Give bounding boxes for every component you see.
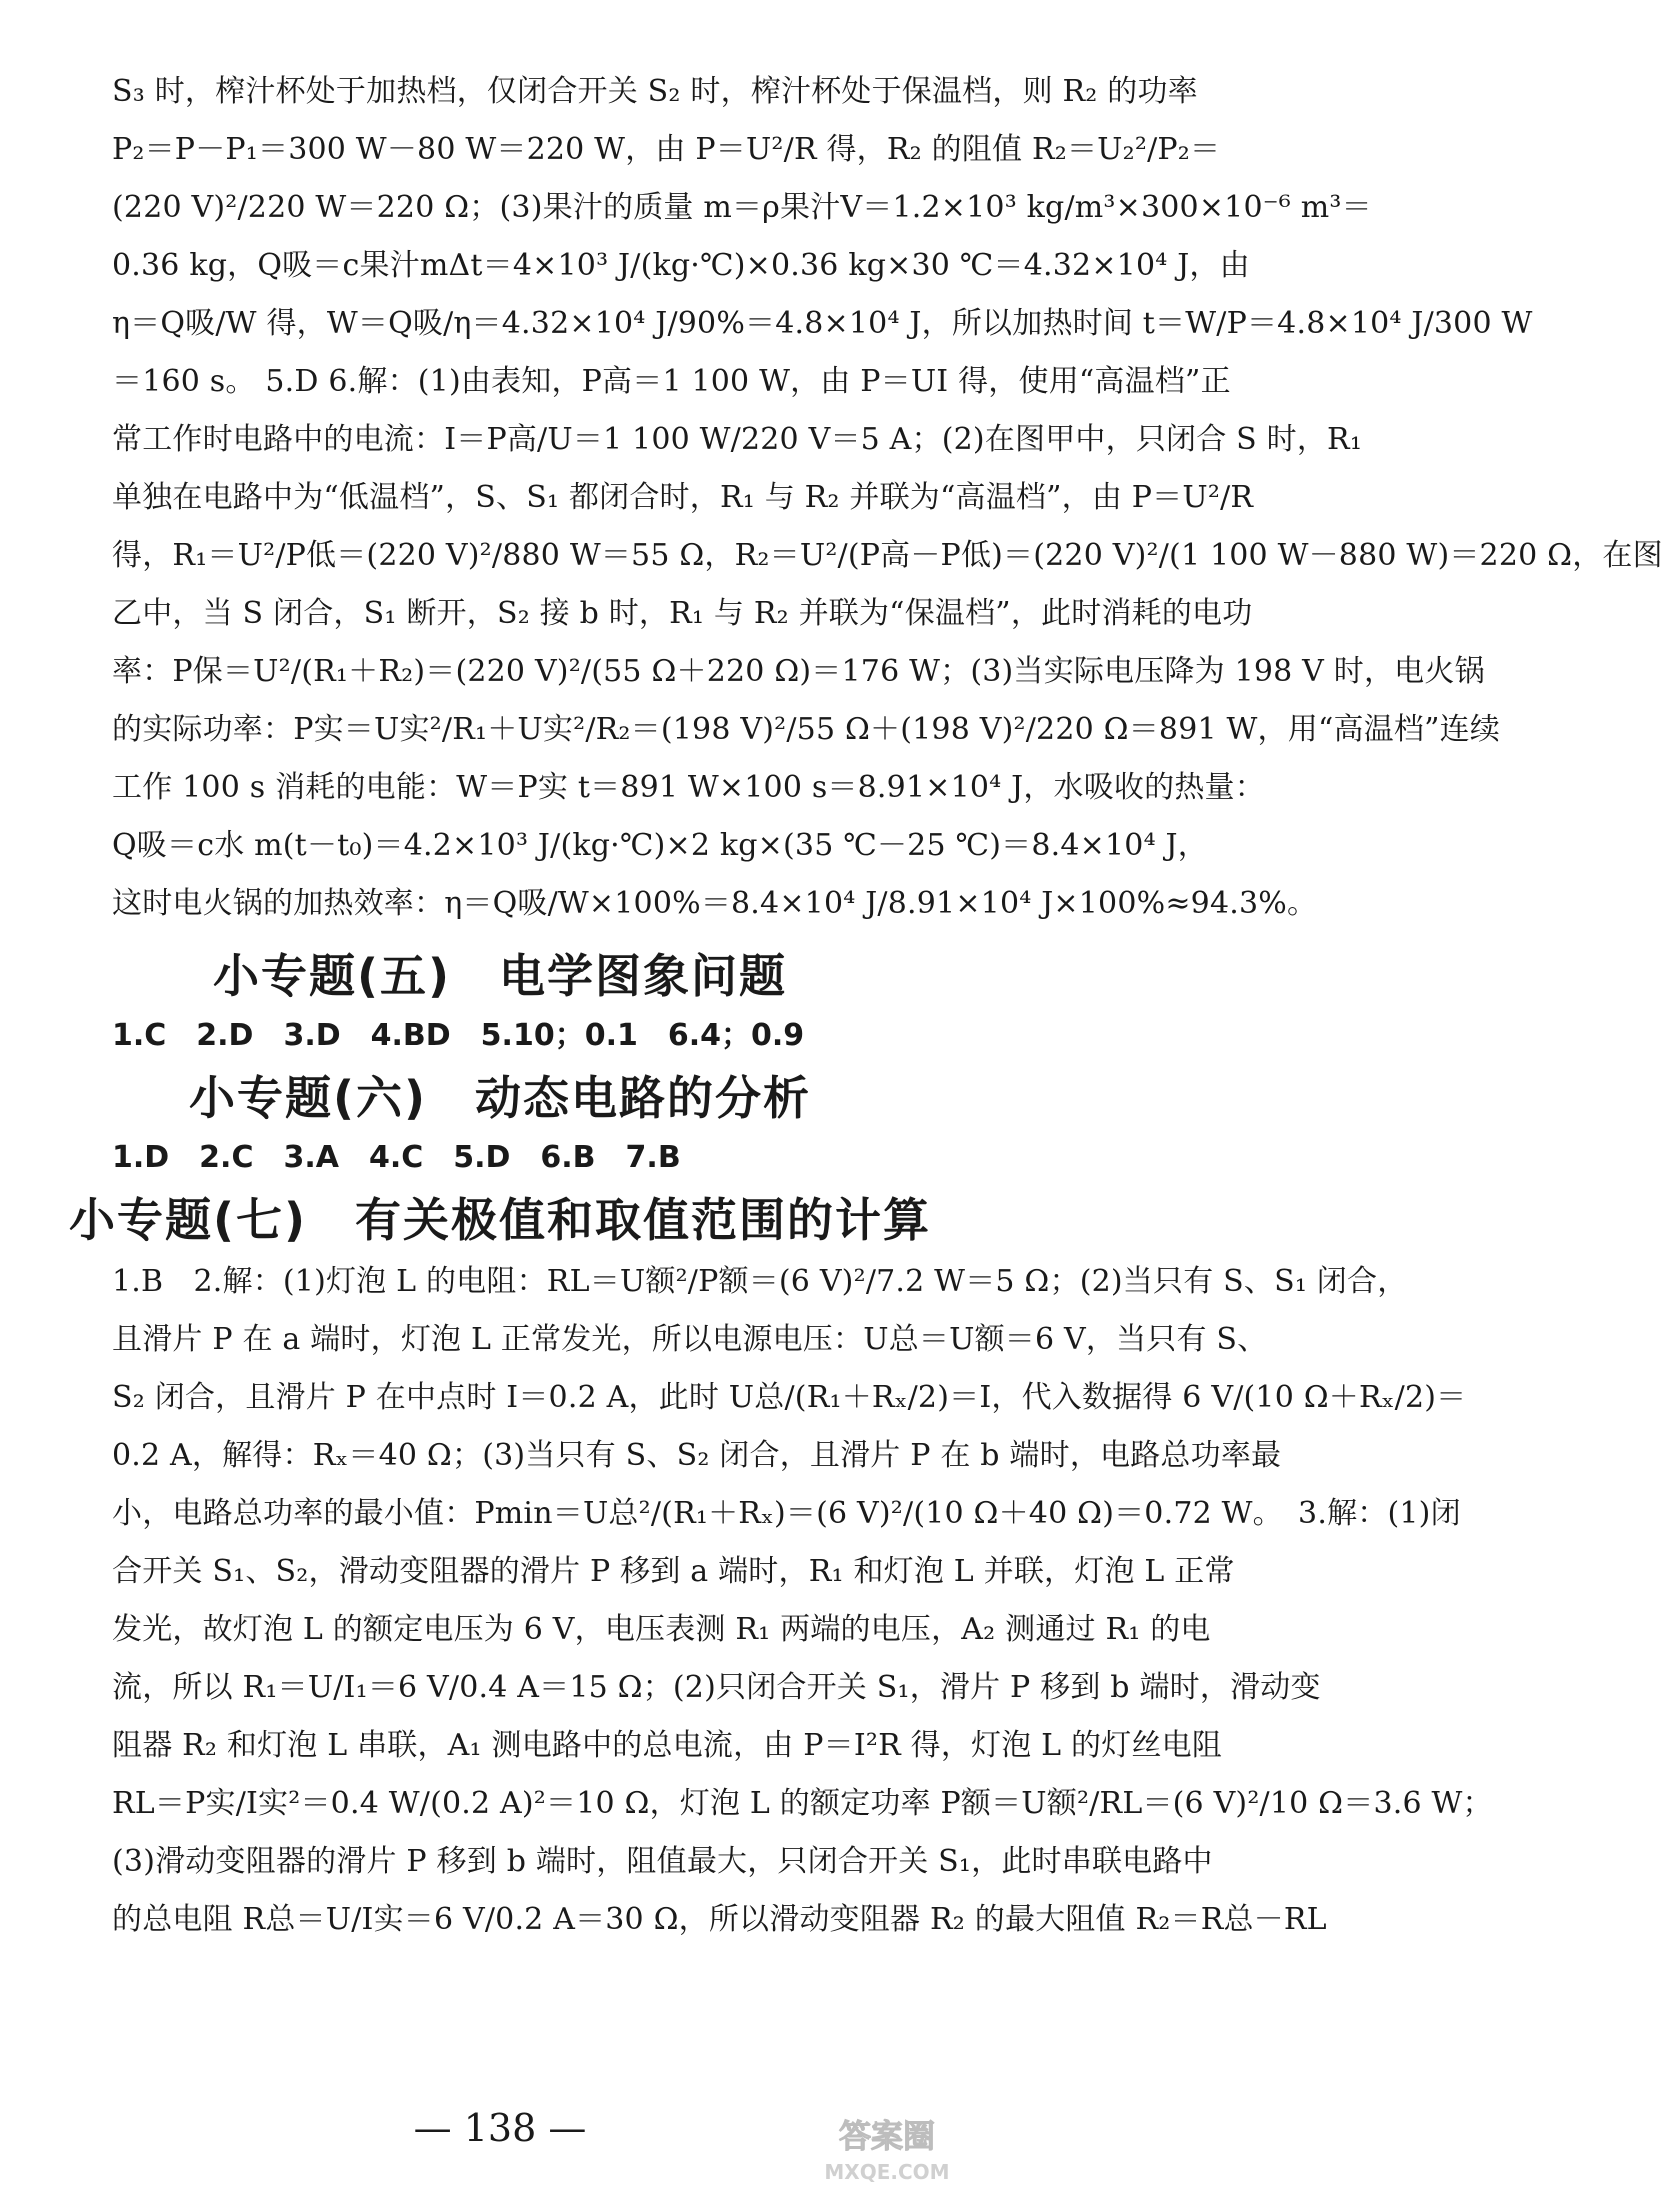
- text-line: 1.B 2.解：(1)灯泡 L 的电阻：RL＝U额²/P额＝(6 V)²/7.2 W＝5 Ω；(2)当只有 S、S₁ 闭合，: [112, 1264, 1408, 1299]
- text-line: 合开关 S₁、S₂，滑动变阻器的滑片 P 移到 a 端时，R₁ 和灯泡 L 并联，灯泡 L 正常: [112, 1554, 1235, 1589]
- watermark-logo: [792, 2109, 982, 2189]
- text-line: S₂ 闭合，且滑片 P 在中点时 I＝0.2 A，此时 U总/(R₁＋Rₓ/2)＝I，代入数据得 6 V/(10 Ω＋Rₓ/2)＝: [112, 1380, 1467, 1415]
- text-line: 的总电阻 R总＝U/I实＝6 V/0.2 A＝30 Ω，所以滑动变阻器 R₂ 的最大阻值 R₂＝R总－RL: [112, 1902, 1327, 1937]
- text-line: S₃ 时，榨汁杯处于加热档，仅闭合开关 S₂ 时，榨汁杯处于保温档，则 R₂ 的功率: [112, 74, 1198, 109]
- section-title: 小专题(五) 电学图象问题: [212, 949, 788, 1003]
- text-line: 发光，故灯泡 L 的额定电压为 6 V，电压表测 R₁ 两端的电压，A₂ 测通过 R₁ 的电: [112, 1612, 1211, 1647]
- watermark-url: MXQE.COM: [824, 2160, 950, 2184]
- text-line: 这时电火锅的加热效率：η＝Q吸/W×100%＝8.4×10⁴ J/8.91×10⁴ J×100%≈94.3%。: [112, 886, 1318, 921]
- text-line: η＝Q吸/W 得，W＝Q吸/η＝4.32×10⁴ J/90%＝4.8×10⁴ J，所以加热时间 t＝W/P＝4.8×10⁴ J/300 W: [112, 306, 1533, 341]
- text-line: Q吸＝c水 m(t－t₀)＝4.2×10³ J/(kg·℃)×2 kg×(35 ℃－25 ℃)＝8.4×10⁴ J，: [112, 828, 1208, 863]
- text-line: 乙中，当 S 闭合，S₁ 断开，S₂ 接 b 时，R₁ 与 R₂ 并联为“保温档”，此时消耗的电功: [112, 596, 1253, 631]
- text-line: (220 V)²/220 W＝220 Ω；(3)果汁的质量 m＝ρ果汁V＝1.2×10³ kg/m³×300×10⁻⁶ m³＝: [112, 190, 1372, 225]
- text-line: 工作 100 s 消耗的电能：W＝P实 t＝891 W×100 s＝8.91×10⁴ J，水吸收的热量：: [112, 770, 1265, 805]
- text-line: 且滑片 P 在 a 端时，灯泡 L 正常发光，所以电源电压：U总＝U额＝6 V，当只有 S、: [112, 1322, 1268, 1357]
- answer-list: 1.C 2.D 3.D 4.BD 5.10；0.1 6.4；0.9: [112, 1018, 805, 1053]
- text-line: (3)滑动变阻器的滑片 P 移到 b 端时，阻值最大，只闭合开关 S₁，此时串联电路中: [112, 1844, 1213, 1879]
- text-line: 0.36 kg，Q吸＝c果汁mΔt＝4×10³ J/(kg·℃)×0.36 kg×30 ℃＝4.32×10⁴ J，由: [112, 248, 1250, 283]
- text-line: RL＝P实/I实²＝0.4 W/(0.2 A)²＝10 Ω，灯泡 L 的额定功率 P额＝U额²/RL＝(6 V)²/10 Ω＝3.6 W；: [112, 1786, 1493, 1821]
- text-line: P₂＝P－P₁＝300 W－80 W＝220 W，由 P＝U²/R 得，R₂ 的阻值 R₂＝U₂²/P₂＝: [112, 132, 1221, 167]
- text-line: 小，电路总功率的最小值：Pmin＝U总²/(R₁＋Rₓ)＝(6 V)²/(10 Ω＋40 Ω)＝0.72 W。 3.解：(1)闭: [112, 1496, 1461, 1531]
- watermark-text: 答案圈: [838, 2117, 936, 2155]
- section-title: 小专题(六) 动态电路的分析: [188, 1071, 812, 1125]
- text-line: 阻器 R₂ 和灯泡 L 串联，A₁ 测电路中的总电流，由 P＝I²R 得，灯泡 L 的灯丝电阻: [112, 1728, 1223, 1763]
- answer-list: 1.D 2.C 3.A 4.C 5.D 6.B 7.B: [112, 1140, 681, 1175]
- text-line: 率：P保＝U²/(R₁＋R₂)＝(220 V)²/(55 Ω＋220 Ω)＝176 W；(3)当实际电压降为 198 V 时，电火锅: [112, 654, 1485, 689]
- section-title: 小专题(七) 有关极值和取值范围的计算: [68, 1193, 932, 1247]
- text-line: 0.2 A，解得：Rₓ＝40 Ω；(3)当只有 S、S₂ 闭合，且滑片 P 在 b 端时，电路总功率最: [112, 1438, 1282, 1473]
- page-number: — 138 —: [413, 2106, 587, 2150]
- text-line: 单独在电路中为“低温档”，S、S₁ 都闭合时，R₁ 与 R₂ 并联为“高温档”，由 P＝U²/R: [112, 480, 1254, 515]
- text-line: 得，R₁＝U²/P低＝(220 V)²/880 W＝55 Ω，R₂＝U²/(P高－P低)＝(220 V)²/(1 100 W－880 W)＝220 Ω，在图: [112, 538, 1663, 573]
- text-line: ＝160 s。 5.D 6.解：(1)由表知，P高＝1 100 W，由 P＝UI 得，使用“高温档”正: [112, 364, 1231, 399]
- text-line: 常工作时电路中的电流：I＝P高/U＝1 100 W/220 V＝5 A；(2)在图甲中，只闭合 S 时，R₁: [112, 422, 1363, 457]
- text-line: 的实际功率：P实＝U实²/R₁＋U实²/R₂＝(198 V)²/55 Ω＋(198 V)²/220 Ω＝891 W，用“高温档”连续: [112, 712, 1501, 747]
- text-line: 流，所以 R₁＝U/I₁＝6 V/0.4 A＝15 Ω；(2)只闭合开关 S₁，滑片 P 移到 b 端时，滑动变: [112, 1670, 1321, 1705]
